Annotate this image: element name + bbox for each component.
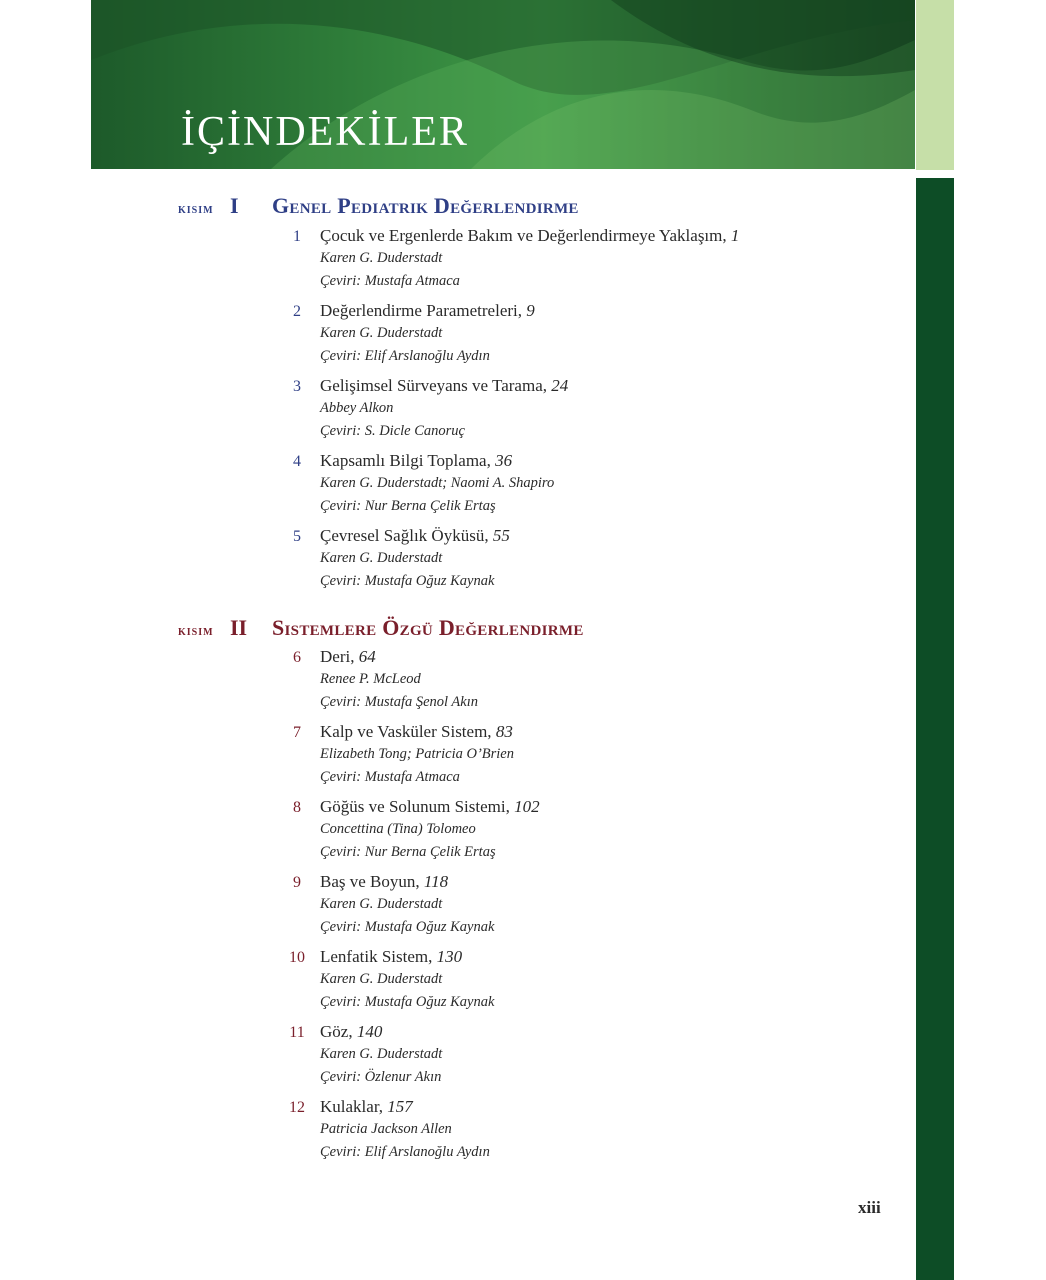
page-number: xiii: [858, 1198, 881, 1217]
chapter-number: 7: [293, 724, 301, 741]
chapter-title-row: [274, 947, 874, 971]
chapter-title: Baş ve Boyun,: [320, 872, 420, 891]
chapter-title: Kulaklar,: [320, 1097, 384, 1116]
chapter-authors: Abbey Alkon: [320, 400, 394, 416]
chapter-translator: Çeviri: Mustafa Oğuz Kaynak: [320, 573, 495, 589]
chapter-title: Çocuk ve Ergenlerde Bakım ve Değerlendirmeye Yaklaşım,: [320, 226, 727, 245]
part-heading-2: [178, 615, 584, 641]
header-banner: [91, 0, 915, 169]
chapter-title-row: [274, 451, 874, 475]
chapter-translator: Çeviri: Mustafa Atmaca: [320, 769, 460, 785]
chapter-title-row: [274, 872, 874, 896]
chapter-number: 9: [293, 874, 301, 891]
chapter-authors: Karen G. Duderstadt: [320, 1046, 443, 1062]
part-label: KISIM: [178, 627, 214, 638]
chapter-entry: [274, 451, 874, 521]
chapter-title: Lenfatik Sistem,: [320, 947, 433, 966]
part-label: KISIM: [178, 205, 214, 216]
chapter-title-row: [274, 301, 874, 325]
chapter-title: Deri,: [320, 647, 355, 666]
chapter-translator: Çeviri: Özlenur Akın: [320, 1069, 442, 1085]
part-title: Sistemlere Özgü Değerlendirme: [272, 615, 584, 640]
chapter-page: 130: [436, 947, 463, 966]
chapter-title-row: [274, 1097, 874, 1121]
chapter-title: Gelişimsel Sürveyans ve Tarama,: [320, 376, 547, 395]
chapter-number: 12: [289, 1099, 305, 1116]
chapter-title: Kalp ve Vasküler Sistem,: [320, 722, 492, 741]
chapter-page: 9: [526, 301, 535, 320]
chapter-title: Kapsamlı Bilgi Toplama,: [320, 451, 491, 470]
chapter-title-row: [274, 526, 874, 550]
chapter-authors: Renee P. McLeod: [320, 671, 421, 687]
chapter-authors: Karen G. Duderstadt; Naomi A. Shapiro: [320, 475, 555, 491]
chapter-title: Değerlendirme Parametreleri,: [320, 301, 523, 320]
chapter-title-row: [274, 376, 874, 400]
chapter-authors: Karen G. Duderstadt: [320, 971, 443, 987]
chapter-number: 6: [293, 649, 301, 666]
chapter-number: 11: [289, 1024, 305, 1041]
chapter-title: Göğüs ve Solunum Sistemi,: [320, 797, 510, 816]
chapter-translator: Çeviri: Mustafa Atmaca: [320, 273, 460, 289]
part-numeral: I: [230, 193, 239, 218]
chapter-entry: [274, 301, 874, 371]
part-heading-1: [178, 193, 579, 219]
chapter-authors: Karen G. Duderstadt: [320, 250, 443, 266]
chapter-authors: Karen G. Duderstadt: [320, 550, 443, 566]
chapter-translator: Çeviri: Elif Arslanoğlu Aydın: [320, 348, 490, 364]
chapter-page: 64: [358, 647, 376, 666]
chapter-page: 118: [423, 872, 449, 891]
chapter-authors: Karen G. Duderstadt: [320, 325, 443, 341]
chapter-page: 1: [730, 226, 740, 245]
chapter-title-row: [274, 722, 874, 746]
chapter-page: 102: [514, 797, 540, 816]
chapter-title: Göz,: [320, 1022, 353, 1041]
chapter-page: 140: [356, 1022, 383, 1041]
part-numeral: II: [230, 615, 248, 640]
chapter-authors: Karen G. Duderstadt: [320, 896, 443, 912]
side-tab-dark: [916, 178, 954, 1280]
page-title: İÇİNDEKİLER: [181, 109, 469, 155]
chapter-number: 10: [289, 949, 305, 966]
chapter-authors: Concettina (Tina) Tolomeo: [320, 821, 476, 837]
chapter-title-row: [274, 226, 874, 250]
chapter-number: 3: [293, 378, 301, 395]
part-title: Genel Pediatrik Değerlendirme: [272, 193, 579, 218]
chapter-translator: Çeviri: Mustafa Şenol Akın: [320, 694, 478, 710]
chapter-title: Çevresel Sağlık Öyküsü,: [320, 526, 489, 545]
part-1-chapter-list: [274, 226, 874, 601]
chapter-authors: Elizabeth Tong; Patricia O’Brien: [320, 746, 514, 762]
chapter-page: 157: [387, 1097, 413, 1116]
chapter-number: 5: [293, 528, 301, 545]
chapter-entry: [274, 376, 874, 446]
side-tab-light: [916, 0, 954, 170]
chapter-entry: [274, 872, 874, 942]
chapter-page: 24: [551, 376, 569, 395]
chapter-page: 55: [492, 526, 510, 545]
chapter-entry: [274, 722, 874, 792]
chapter-number: 8: [293, 799, 301, 816]
chapter-entry: [274, 1022, 874, 1092]
chapter-number: 1: [293, 228, 301, 245]
chapter-entry: [274, 226, 874, 296]
chapter-translator: Çeviri: S. Dicle Canoruç: [320, 423, 465, 439]
chapter-entry: [274, 526, 874, 596]
chapter-authors: Patricia Jackson Allen: [320, 1121, 452, 1137]
chapter-entry: [274, 797, 874, 867]
chapter-translator: Çeviri: Mustafa Oğuz Kaynak: [320, 919, 495, 935]
part-2-chapter-list: [274, 647, 874, 1172]
chapter-number: 2: [293, 303, 301, 320]
chapter-translator: Çeviri: Nur Berna Çelik Ertaş: [320, 498, 496, 514]
chapter-number: 4: [293, 453, 301, 470]
chapter-entry: [274, 647, 874, 717]
chapter-translator: Çeviri: Nur Berna Çelik Ertaş: [320, 844, 496, 860]
chapter-title-row: [274, 797, 874, 821]
chapter-translator: Çeviri: Elif Arslanoğlu Aydın: [320, 1144, 490, 1160]
chapter-page: 36: [495, 451, 513, 470]
chapter-entry: [274, 1097, 874, 1167]
chapter-entry: [274, 947, 874, 1017]
chapter-translator: Çeviri: Mustafa Oğuz Kaynak: [320, 994, 495, 1010]
chapter-title-row: [274, 1022, 874, 1046]
chapter-page: 83: [495, 722, 513, 741]
chapter-title-row: [274, 647, 874, 671]
